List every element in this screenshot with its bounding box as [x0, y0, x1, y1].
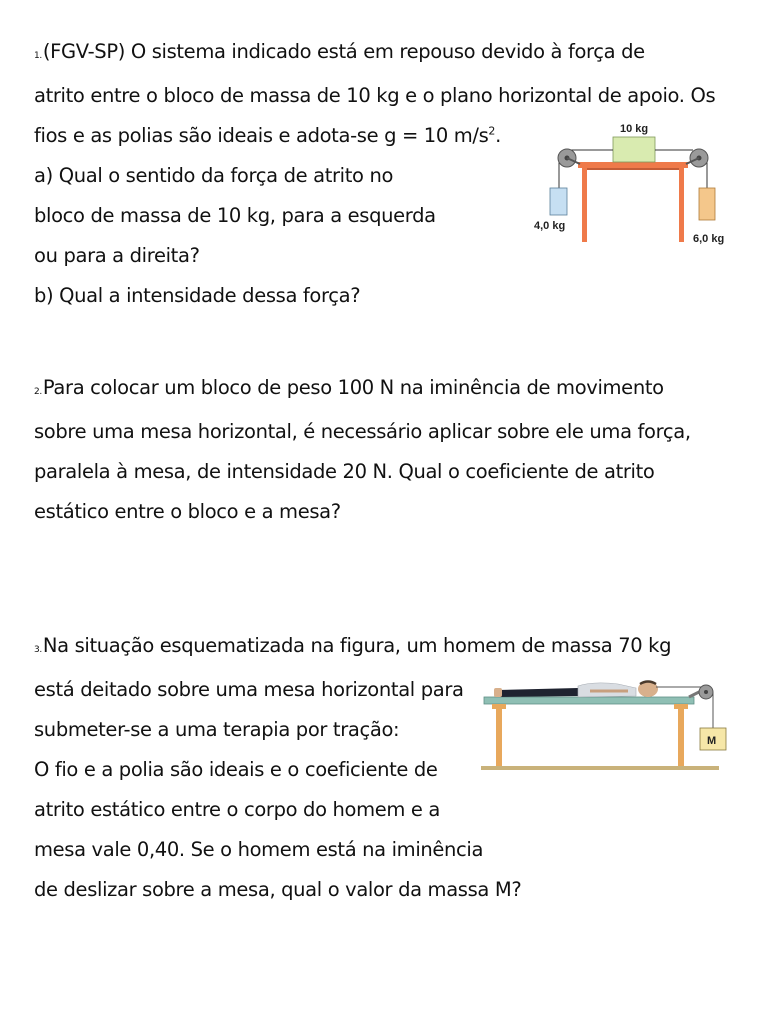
- q1-figure: [530, 112, 740, 247]
- q3-text-1: Na situação esquematizada na figura, um homem de massa 70 kg: [42, 634, 672, 657]
- q3-table-bracket-left: [492, 704, 506, 709]
- q3-line-7: de deslizar sobre a mesa, qual o valor da massa M?: [34, 878, 522, 901]
- q1-line-5: bloco de massa de 10 kg, para a esquerda: [34, 204, 436, 227]
- q3-pulley-axle: [704, 690, 708, 694]
- q1-table-edge: [587, 168, 679, 170]
- q3-table-bracket-right: [674, 704, 688, 709]
- q1-block-4kg: [550, 188, 567, 215]
- q1-line-1: [34, 32, 715, 76]
- q3-floor: [481, 766, 719, 770]
- q1-line-4: a) Qual o sentido da força de atrito no: [34, 164, 394, 187]
- q3-table-leg-left: [496, 704, 502, 766]
- q1-top-mass-label: 10 kg: [620, 123, 649, 135]
- q3-line-6: mesa vale 0,40. Se o homem está na iminência: [34, 838, 484, 861]
- q2-line-3: paralela à mesa, de intensidade 20 N. Qual o coeficiente de atrito: [34, 460, 655, 483]
- q1-table-top: [578, 162, 688, 168]
- q1-table-leg-right: [679, 168, 684, 242]
- q3-line-2: está deitado sobre uma mesa horizontal para: [34, 678, 464, 701]
- q3-number: 3.: [34, 645, 42, 655]
- q3-table-top: [484, 697, 694, 704]
- q1-text-3: fios e as polias são ideais e adota-se g = 10 m/s: [34, 124, 489, 147]
- q2-line-2: sobre uma mesa horizontal, é necessário aplicar sobre ele uma força,: [34, 420, 691, 443]
- q2-number: 2.: [34, 387, 42, 397]
- lying-man-icon: [494, 681, 658, 697]
- q1-right-mass-label: 6,0 kg: [693, 233, 725, 245]
- q1-text-3-end: .: [495, 124, 501, 147]
- q1-line-6: ou para a direita?: [34, 244, 200, 267]
- q3-table-leg-right: [678, 704, 684, 766]
- q1-table-leg-left: [582, 168, 587, 242]
- q1-line-2: atrito entre o bloco de massa de 10 kg e o plano horizontal de apoio. Os: [34, 84, 716, 107]
- question-2: [34, 368, 691, 532]
- q3-line-3: submeter-se a uma terapia por tração:: [34, 718, 400, 741]
- q1-number: 1.: [34, 51, 42, 61]
- q3-line-5: atrito estático entre o corpo do homem e a: [34, 798, 440, 821]
- q1-sup: 2: [488, 124, 496, 138]
- q2-line-1: [34, 368, 691, 412]
- q2-line-4: estático entre o bloco e a mesa?: [34, 500, 341, 523]
- q3-line-4: O fio e a polia são ideais e o coeficiente de: [34, 758, 438, 781]
- q1-text-1: (FGV-SP) O sistema indicado está em repouso devido à força de: [42, 40, 645, 63]
- q1-line-7: b) Qual a intensidade dessa força?: [34, 284, 361, 307]
- q2-text-1: Para colocar um bloco de peso 100 N na iminência de movimento: [42, 376, 664, 399]
- q3-figure: [478, 662, 728, 777]
- q1-block-10kg: [613, 137, 655, 162]
- q1-block-6kg: [699, 188, 715, 220]
- q1-left-mass-label: 4,0 kg: [534, 220, 566, 232]
- q3-mass-label: M: [707, 735, 717, 747]
